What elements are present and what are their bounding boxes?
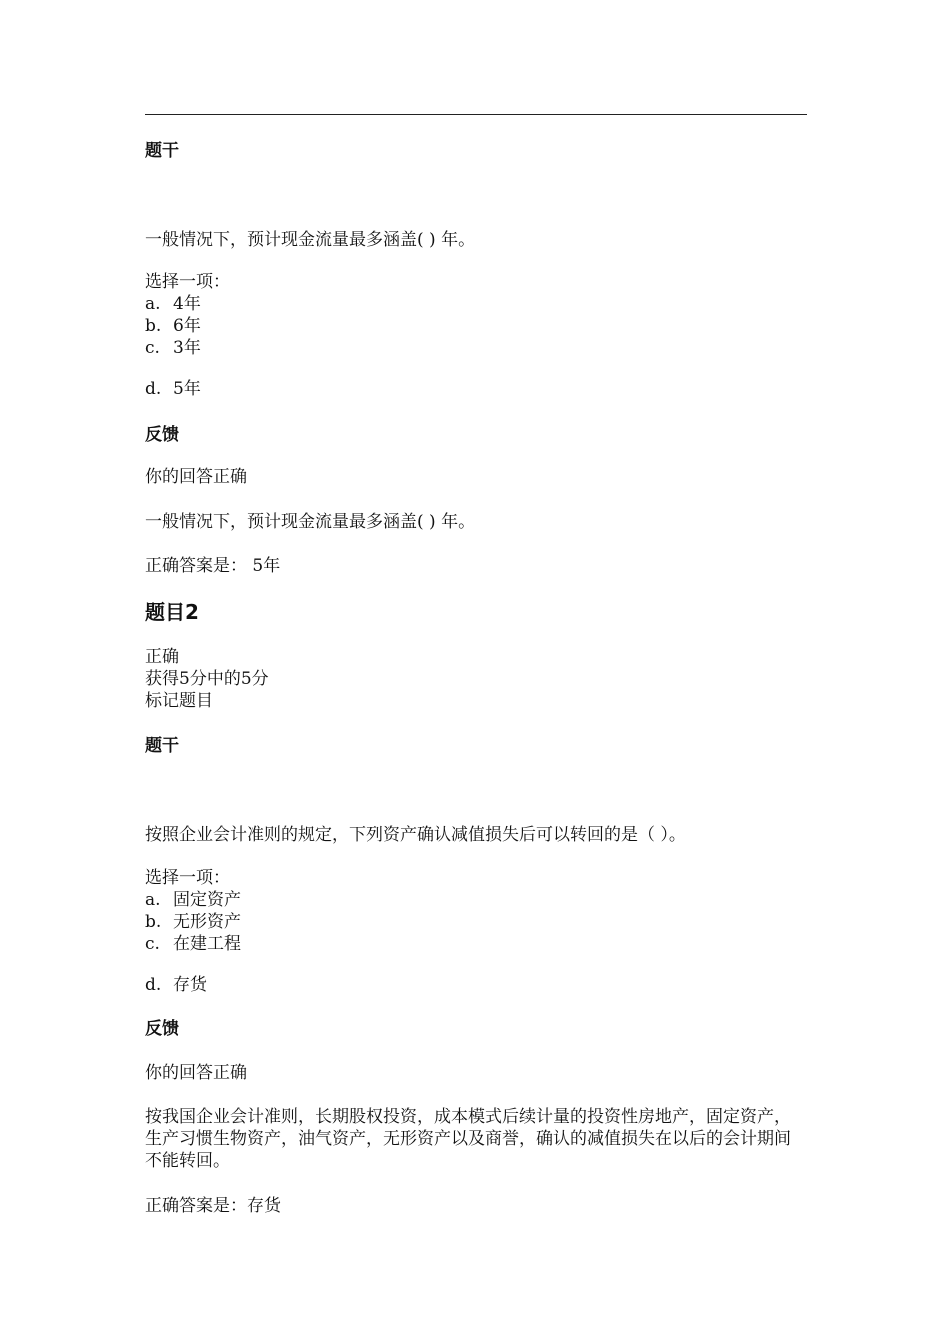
option-text: 无形资产 <box>173 912 241 932</box>
q2-choose-label: 选择一项： <box>145 868 230 888</box>
option-text: 固定资产 <box>173 890 241 910</box>
option-text: 5年 <box>173 379 201 399</box>
q1-feedback-heading: 反馈 <box>145 425 179 445</box>
option-key: c. <box>145 934 160 954</box>
q1-question-text: 一般情况下，预计现金流量最多涵盖( ) 年。 <box>145 230 476 250</box>
option-text: 4年 <box>173 294 201 314</box>
option-text: 3年 <box>173 338 201 358</box>
q1-option-c[interactable] <box>145 337 201 359</box>
q2-option-c[interactable] <box>145 933 241 955</box>
q2-option-d[interactable] <box>145 974 207 996</box>
top-divider <box>145 114 807 115</box>
option-text: 存货 <box>173 975 207 995</box>
option-key: b. <box>145 912 162 932</box>
q1-correct-answer: 正确答案是： 5年 <box>145 556 281 576</box>
q1-result-text: 你的回答正确 <box>145 467 247 487</box>
option-key: d. <box>145 975 162 995</box>
q2-question-text: 按照企业会计准则的规定，下列资产确认减值损失后可以转回的是（ ）。 <box>145 825 686 845</box>
q2-feedback-heading: 反馈 <box>145 1019 179 1039</box>
q1-option-a[interactable] <box>145 293 201 315</box>
q1-explanation: 一般情况下，预计现金流量最多涵盖( ) 年。 <box>145 512 476 532</box>
q2-stem-heading: 题干 <box>145 736 179 756</box>
q2-option-b[interactable] <box>145 911 241 933</box>
q2-result-text: 你的回答正确 <box>145 1063 247 1083</box>
q2-flag-link[interactable]: 标记题目 <box>145 691 213 711</box>
option-text: 6年 <box>173 316 201 336</box>
q2-option-a[interactable] <box>145 889 241 911</box>
q2-score: 获得5分中的5分 <box>145 669 269 689</box>
option-key: c. <box>145 338 160 358</box>
q1-option-d[interactable] <box>145 378 201 400</box>
q2-explanation: 按我国企业会计准则，长期股权投资，成本模式后续计量的投资性房地产，固定资产，生产习惯生物资产，油气资产，无形资产以及商誉，确认的减值损失在以后的会计期间不能转回。 <box>145 1107 791 1171</box>
q1-option-b[interactable] <box>145 315 201 337</box>
q1-stem-heading: 题干 <box>145 141 179 161</box>
option-text: 在建工程 <box>173 934 241 954</box>
q1-choose-label: 选择一项： <box>145 272 230 292</box>
option-key: b. <box>145 316 162 336</box>
option-key: a. <box>145 890 161 910</box>
option-key: d. <box>145 379 162 399</box>
option-key: a. <box>145 294 161 314</box>
q2-status: 正确 <box>145 647 179 667</box>
q2-correct-answer: 正确答案是：存货 <box>145 1196 281 1216</box>
q2-title: 题目2 <box>145 600 199 624</box>
